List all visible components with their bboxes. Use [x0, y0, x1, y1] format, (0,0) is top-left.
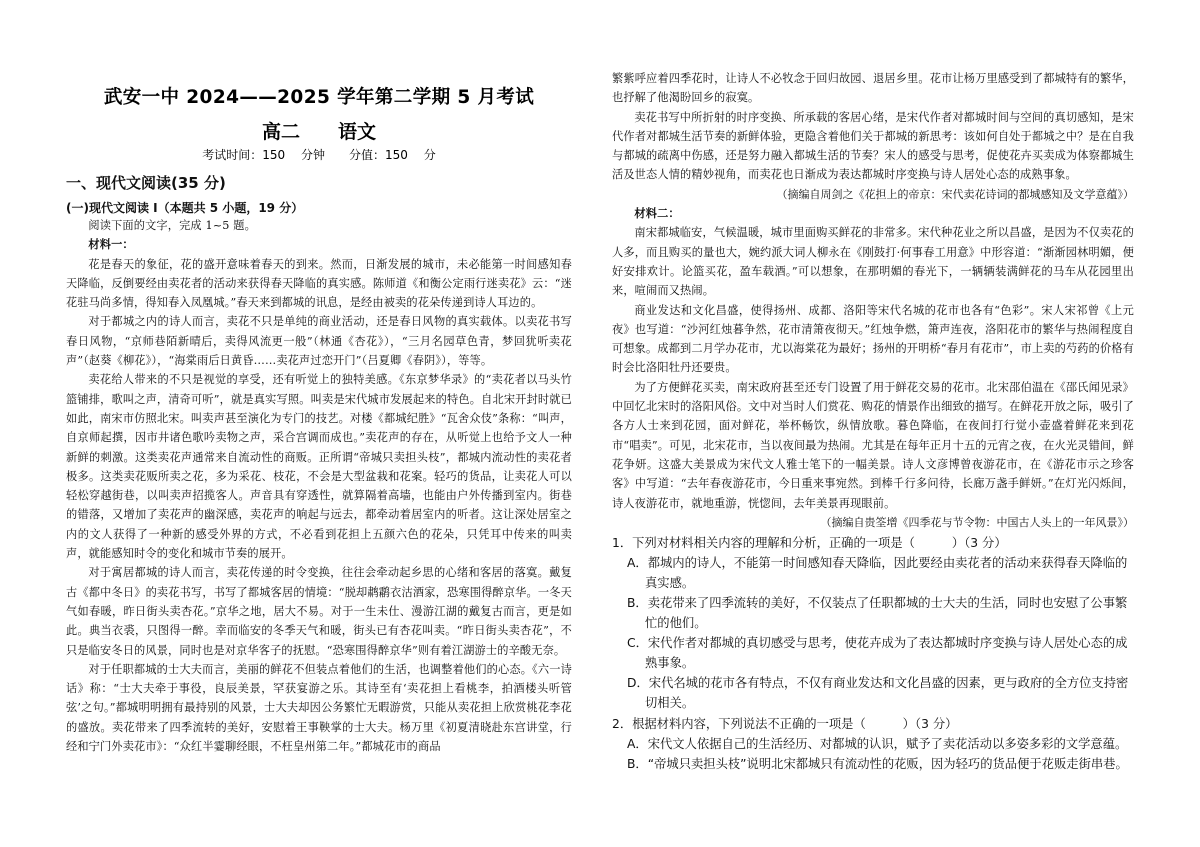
- material1-paragraph: 对于任职都城的士大夫而言，美丽的鲜花不但装点着他们的生活，也调整着他们的心态。《六一诗话》称：“士大夫牵于事役，良辰美景，罕获宴游之乐。其诗至有‘卖花担上看桃李，拍酒楼头听管弦’之句。”都城明明拥有最持别的风景，士大夫却因公务繁忙无暇游赏，只能从卖花担上欣赏桃花李花的盛放。卖花带来了四季流转的美好，安慰着王事鞅掌的士大夫。杨万里《初夏清晓赴东宫讲堂，行经和宁门外卖花市》：“众红半霎聊经眼，不枉皇州第二年。”都城花市的商品: [66, 662, 572, 754]
- left-column: [66, 216, 572, 756]
- material2-paragraph: 为了方便鲜花买卖，南宋政府甚至还专门设置了用于鲜花交易的花市。北宋邵伯温在《邵氏闻见录》中回忆北宋时的洛阳风俗。文中对当时人们赏花、购花的情景作出细致的描写。在鲜花开放之际，吸引了各方人士来到花园，面对鲜花，举杯畅饮，纵情放歌。暮色降临，在夜间打行觉小壶盛着鲜花来到花市“唱卖”。可见，北宋花市，当以夜间最为热闹。尤其是在每年正月十五的元宵之夜，在火光灵错间，鲜花争妍。这盛大美景成为宋代文人雅士笔下的一幅美景。诗人文彦博曾夜游花市，在《游花市示之珍客客》中写道：“去年春夜游花市，今日重来事宛然。到棒千行多问待，长廊万盏手鲜妍。”在灯光闪烁间，诗人夜游花市，就地重游，恍惚间，去年美景再现眼前。: [612, 380, 1134, 510]
- material2-paragraph: 南宋都城临安，气候温暖，城市里面购买鲜花的非常多。宋代种花业之所以昌盛，是因为不仅卖花的人多，而且购买的量也大，婉约派大词人柳永在《刚鼓打·何事春工用意》中形容道：“渐渐园林明媚，便好安排欢计。论篮买花，盈车载酒。”可以想象，在那明媚的春光下，一辆辆装满鲜花的马车从花园里出来，喧闹而又热闹。: [612, 226, 1134, 298]
- question-option: A．都城内的诗人，不能第一时间感知春天降临，因此要经由卖花者的活动来获得春天降临的真实感。: [627, 556, 1128, 591]
- section-heading: 一、现代文阅读(35 分): [66, 174, 226, 192]
- question-option: A．宋代文人依据自己的生活经历、对都城的认识，赋予了卖花活动以多姿多彩的文学意蕴。: [627, 737, 1128, 752]
- material1-paragraph: 花是春天的象征，花的盛开意味着春天的到来。然而，日渐发展的城市，未必能第一时间感知春天降临，反倒要经由卖花者的活动来获得春天降临的真实感。陈师道《和衡公定雨行迷卖花》云：“迷花驻马尚多情，得知春入凤凰城。”春天来到都城的讯息，是经由被卖的花朵传递到诗人耳边的。: [66, 257, 572, 310]
- material1-continuation: 繁紫呼应着四季花时，让诗人不必牧念于回归故园、退居乡里。花市让杨万里感受到了都城特有的繁华，也抒解了他渴盼回乡的寂寞。: [612, 72, 1134, 105]
- material2-label: 材料二：: [634, 206, 680, 221]
- material1-paragraph: 对于寓居都城的诗人而言，卖花传递的时令变换，往往会牵动起乡思的心绪和客居的落寞。戴复古《都中冬日》的卖花书写，书写了都城客居的情境：“脱却鹔鹴衣沽酒家，恐寒围得醉京华。一冬天气如春暖，昨日街头卖杏花。”京华之地，居大不易。对于一生未仕、漫游江湖的戴复古而言，更是如此。典当衣裘，只图得一醉。幸而临安的冬季天气和暖，街头已有杏花叫卖。“昨日街头卖杏花”，不只是临安冬日的风景，同时也是对京华客子的抚慰。“恐寒围得醉京华”则有着江湖游士的辛酸无奈。: [66, 566, 572, 657]
- question-option: D．宋代名城的花市各有特点，不仅有商业发达和文化昌盛的因素，更与政府的全方位支持密切相关。: [627, 676, 1129, 711]
- source-citation: （摘编自贵筌增《四季花与节令物：中国古人头上的一年风景》）: [820, 515, 1134, 529]
- exam-info: 考试时间：150 分钟 分值：150 分: [202, 148, 436, 162]
- question-stem: 1．下列对材料相关内容的理解和分析，正确的一项是（ ）（3 分）: [612, 536, 1007, 551]
- instruction: 阅读下面的文字，完成 1~5 题。: [88, 219, 256, 232]
- question-option: B．卖花带来了四季流转的美好，不仅装点了任职都城的士大夫的生活，同时也安慰了公事繁忙的他们。: [627, 596, 1128, 631]
- question-stem: 2．根据材料内容，下列说法不正确的一项是（ ）（3 分）: [612, 717, 958, 732]
- material1-paragraph: 卖花给人带来的不只是视觉的享受，还有听觉上的独特美感。《东京梦华录》的“卖花者以马头竹篮铺排，歌叫之声，清奇可听”，就是真实写照。叫卖是宋代城市发展起来的特色。自北宋开封时就已如此，南宋市仿照北宋。叫卖声甚至演化为专门的技艺。对楼《都城纪胜》“瓦舍众伎”条称：“叫声，自京师起撰，因市井诸色歌吟卖物之声，采合宫调而成也。”卖花声的存在，从听觉上也给予文人一种新鲜的刺激。这类卖花声通常来自流动性的商贩。正所谓“帝城只卖担头枝”，都城内流动性的卖花者极多。这类卖花贩所卖之花，多为采花、枝花，不会是大型盆栽和花案。轻巧的货品，让卖花人可以轻松穿越街巷，以叫卖声招揽客人。声音具有穿透性，就算隔着高墙，也能由户外传播到室内。街巷的错落，又增加了卖花声的幽深感，卖花声的响起与远去，都牵动着居室内的听者。这让深处居室之内的文人获得了一种新的感受外界的方式，不必看到花担上五颜六色的花朵，只凭耳中传来的叫卖声，就能感知时令的变化和城市节奏的展开。: [66, 373, 572, 561]
- source-citation: （摘编自周剑之《花担上的帝京：宋代卖花诗词的都城感知及文学意蕴》）: [776, 187, 1134, 201]
- material1-paragraph: 对于都城之内的诗人而言，卖花不只是单纯的商业活动，还是春日风物的真实载体。以卖花书写春日风物，“京师巷陌新晴后，卖得风流更一般”（林通《杏花》），“三月名园草色青，梦回犹听卖花声”（赵葵《柳花》），“海棠雨后日黄昏……卖花声过恋开门”（吕夏卿《春阴》），等等。: [66, 315, 572, 368]
- exam-subject: 高二 语文: [261, 121, 376, 143]
- material2-paragraph: 商业发达和文化昌盛，使得扬州、成都、洛阳等宋代名城的花市也各有“色彩”。宋人宋祁曾《上元夜》也写道：“沙河红烛暮争然，花市清箫夜彻天。”红烛争燃，箫声连夜，洛阳花市的繁华与热闹程度自可想象。成都到二月学办花市，尤以海棠花为最好；扬州的开明桥“春月有花市”，市上卖的芍药的价格有时会比洛阳牡丹还要贵。: [612, 303, 1134, 375]
- questions: [612, 533, 1134, 774]
- exam-title: 武安一中 2024——2025 学年第二学期 5 月考试: [103, 87, 535, 108]
- question-option: B．“帝城只卖担头枝”说明北宋都城只有流动性的花贩，因为轻巧的货品便于花贩走街串巷。: [627, 757, 1128, 772]
- material1-label: 材料一：: [88, 237, 134, 252]
- right-column: [612, 69, 1134, 774]
- material1-paragraph: 卖花书写中所折射的时序变换、所承载的客居心绪，是宋代作者对都城时间与空间的真切感知，是宋代作者对都城生活节奏的新鲜体验，更隐含着他们关于都城的新思考：该如何自处于都城之中？是在自我与都城的疏离中伤感，还是努力融入都城生活的节奏？宋人的感受与思考，促使花卉买卖成为体察都城生活及世态人情的精妙视角，而卖花也日渐成为表达都城时序变换与诗人居处心态的成熟事象。: [612, 110, 1134, 182]
- section-subheading: (一)现代文阅读 I（本题共 5 小题，19 分）: [66, 201, 304, 215]
- question-option: C．宋代作者对都城的真切感受与思考，使花卉成为了表达都城时序变换与诗人居处心态的成熟事象。: [627, 636, 1128, 671]
